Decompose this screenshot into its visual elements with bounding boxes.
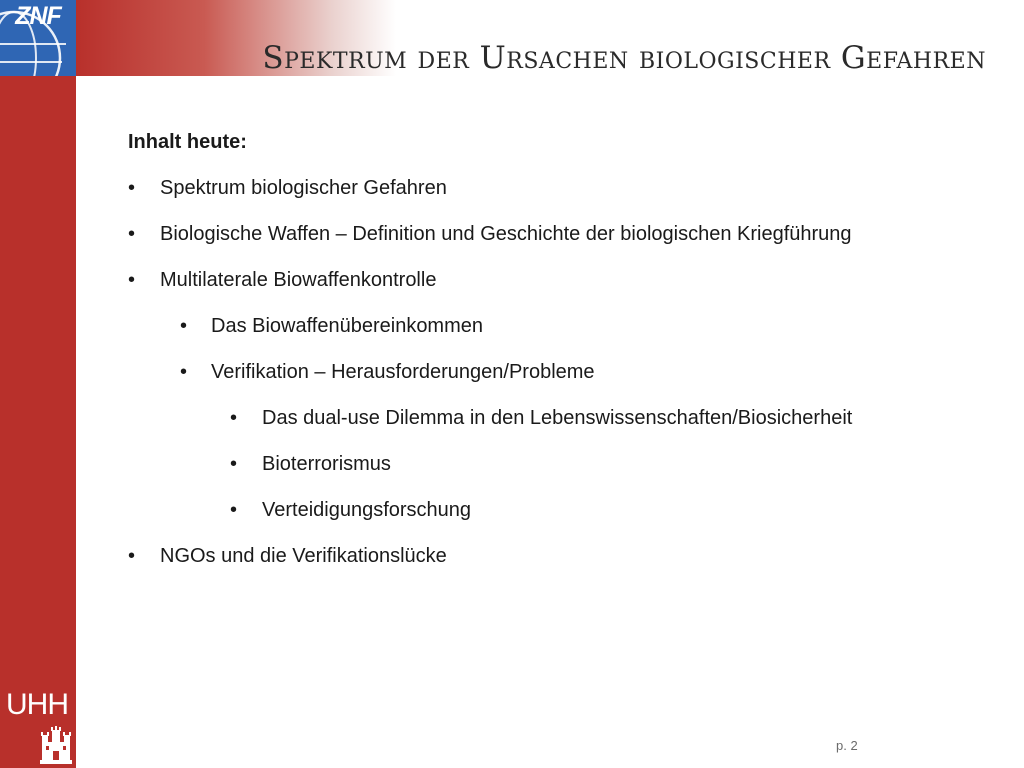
sub-sub-bullet-item <box>128 450 998 478</box>
bullet-text: Das Biowaffenübereinkommen <box>211 315 484 337</box>
bullet-text: Verifikation – Herausforderungen/Probleme <box>211 361 595 383</box>
sub-sub-bullet-item <box>128 496 998 524</box>
sub-bullet-item <box>128 312 998 340</box>
bullet-icon: • <box>230 407 238 429</box>
znf-logo-text: ZNF <box>15 2 61 30</box>
bullet-item <box>128 174 998 202</box>
sub-bullet-item <box>128 358 998 386</box>
bullet-text: Bioterrorismus <box>262 453 391 475</box>
bullet-icon: • <box>180 361 188 383</box>
znf-logo <box>0 0 76 76</box>
hamburg-castle-icon <box>40 726 72 764</box>
bullet-icon: • <box>230 453 238 475</box>
bullet-text: Verteidigungsforschung <box>262 499 472 521</box>
bullet-text: Multilaterale Biowaffenkontrolle <box>160 269 437 291</box>
content-heading: Inhalt heute: <box>128 131 247 153</box>
sub-sub-bullet-item <box>128 404 998 432</box>
bullet-icon: • <box>128 545 136 567</box>
bullet-icon: • <box>128 269 136 291</box>
bullet-text: Spektrum biologischer Gefahren <box>160 177 447 199</box>
page-number: p. 2 <box>836 738 858 753</box>
bullet-text: Biologische Waffen – Definition und Geschichte der biologischen Kriegführung <box>160 223 852 245</box>
bullet-icon: • <box>230 499 238 521</box>
bullet-icon: • <box>128 177 136 199</box>
bullet-item <box>128 542 998 570</box>
bullet-icon: • <box>180 315 188 337</box>
bullet-icon: • <box>128 223 136 245</box>
slide-content <box>128 128 998 588</box>
left-sidebar-band <box>0 0 76 768</box>
slide-title: Spektrum der Ursachen biologischer Gefahren <box>262 40 986 76</box>
bullet-text: NGOs und die Verifikationslücke <box>160 545 447 567</box>
bullet-text: Das dual-use Dilemma in den Lebenswissenschaften/Biosicherheit <box>262 407 853 429</box>
bullet-item <box>128 266 998 294</box>
uhh-logo: UHH <box>6 688 68 721</box>
bullet-item <box>128 220 998 248</box>
